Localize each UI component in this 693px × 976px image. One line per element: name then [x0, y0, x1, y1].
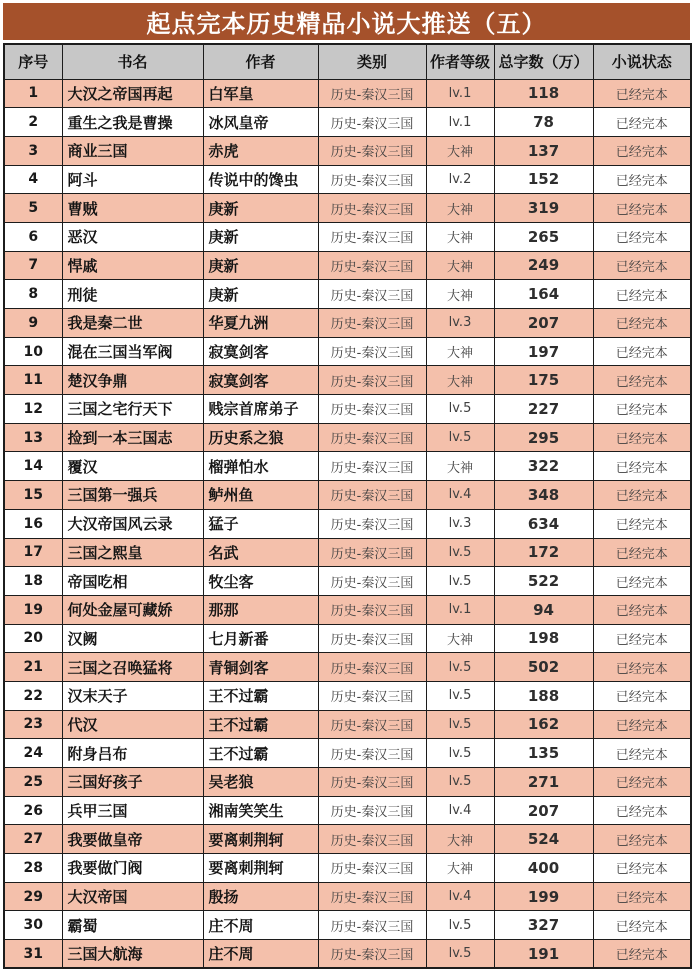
cell-category: 历史-秦汉三国: [318, 194, 426, 223]
table-row: [4, 280, 691, 309]
cell-title: 三国之宅行天下: [62, 395, 203, 424]
cell-status: 已经完本: [593, 825, 691, 854]
cell-words: 502: [494, 653, 593, 682]
table-row: [4, 79, 691, 108]
cell-category: 历史-秦汉三国: [318, 452, 426, 481]
cell-category: 历史-秦汉三国: [318, 796, 426, 825]
cell-index: 10: [4, 337, 62, 366]
cell-status: 已经完本: [593, 136, 691, 165]
cell-author: 华夏九洲: [203, 309, 318, 338]
cell-author: 贱宗首席弟子: [203, 395, 318, 424]
table-row: [4, 681, 691, 710]
cell-index: 23: [4, 710, 62, 739]
cell-title: 大汉之帝国再起: [62, 79, 203, 108]
cell-words: 162: [494, 710, 593, 739]
cell-title: 我要做门阀: [62, 854, 203, 883]
cell-words: 207: [494, 796, 593, 825]
cell-title: 大汉帝国风云录: [62, 509, 203, 538]
cell-level: lv.1: [426, 79, 494, 108]
header-cell-title: 书名: [62, 44, 203, 79]
cell-author: 冰风皇帝: [203, 108, 318, 137]
cell-status: 已经完本: [593, 452, 691, 481]
cell-title: 霸蜀: [62, 911, 203, 940]
cell-author: 庄不周: [203, 940, 318, 969]
cell-level: lv.4: [426, 882, 494, 911]
cell-category: 历史-秦汉三国: [318, 624, 426, 653]
cell-index: 31: [4, 940, 62, 969]
table-row: [4, 595, 691, 624]
cell-words: 249: [494, 251, 593, 280]
cell-index: 5: [4, 194, 62, 223]
table-row: [4, 452, 691, 481]
cell-level: 大神: [426, 251, 494, 280]
cell-index: 3: [4, 136, 62, 165]
table-row: [4, 222, 691, 251]
cell-category: 历史-秦汉三国: [318, 423, 426, 452]
cell-category: 历史-秦汉三国: [318, 509, 426, 538]
cell-status: 已经完本: [593, 423, 691, 452]
cell-author: 王不过霸: [203, 681, 318, 710]
cell-author: 殷扬: [203, 882, 318, 911]
cell-title: 阿斗: [62, 165, 203, 194]
cell-author: 湘南笑笑生: [203, 796, 318, 825]
cell-author: 白军皇: [203, 79, 318, 108]
cell-words: 198: [494, 624, 593, 653]
cell-index: 19: [4, 595, 62, 624]
cell-author: 猛子: [203, 509, 318, 538]
cell-words: 94: [494, 595, 593, 624]
cell-words: 175: [494, 366, 593, 395]
table-row: [4, 251, 691, 280]
table-row: [4, 366, 691, 395]
header-cell-level: 作者等级: [426, 44, 494, 79]
cell-words: 271: [494, 768, 593, 797]
cell-title: 曹贼: [62, 194, 203, 223]
cell-category: 历史-秦汉三国: [318, 681, 426, 710]
cell-index: 12: [4, 395, 62, 424]
table-row: [4, 710, 691, 739]
cell-title: 三国好孩子: [62, 768, 203, 797]
cell-index: 13: [4, 423, 62, 452]
cell-index: 9: [4, 309, 62, 338]
table-row: [4, 940, 691, 969]
cell-index: 14: [4, 452, 62, 481]
cell-level: 大神: [426, 280, 494, 309]
cell-category: 历史-秦汉三国: [318, 366, 426, 395]
table-row: [4, 796, 691, 825]
cell-status: 已经完本: [593, 509, 691, 538]
table-row: [4, 108, 691, 137]
cell-author: 王不过霸: [203, 739, 318, 768]
cell-title: 商业三国: [62, 136, 203, 165]
cell-level: 大神: [426, 366, 494, 395]
table-row: [4, 624, 691, 653]
cell-index: 6: [4, 222, 62, 251]
cell-words: 199: [494, 882, 593, 911]
cell-level: lv.5: [426, 423, 494, 452]
cell-index: 21: [4, 653, 62, 682]
cell-words: 188: [494, 681, 593, 710]
cell-category: 历史-秦汉三国: [318, 309, 426, 338]
cell-status: 已经完本: [593, 882, 691, 911]
cell-level: 大神: [426, 825, 494, 854]
cell-author: 那那: [203, 595, 318, 624]
cell-status: 已经完本: [593, 337, 691, 366]
cell-category: 历史-秦汉三国: [318, 337, 426, 366]
table-row: [4, 136, 691, 165]
cell-index: 24: [4, 739, 62, 768]
cell-status: 已经完本: [593, 395, 691, 424]
cell-words: 197: [494, 337, 593, 366]
cell-index: 2: [4, 108, 62, 137]
cell-title: 汉阙: [62, 624, 203, 653]
table-body: [4, 79, 691, 968]
cell-index: 7: [4, 251, 62, 280]
cell-author: 要离刺荆轲: [203, 854, 318, 883]
cell-title: 帝国吃相: [62, 567, 203, 596]
table-row: [4, 337, 691, 366]
cell-category: 历史-秦汉三国: [318, 251, 426, 280]
cell-title: 何处金屋可藏娇: [62, 595, 203, 624]
table-row: [4, 739, 691, 768]
cell-words: 327: [494, 911, 593, 940]
cell-status: 已经完本: [593, 309, 691, 338]
table-row: [4, 538, 691, 567]
cell-title: 覆汉: [62, 452, 203, 481]
cell-category: 历史-秦汉三国: [318, 911, 426, 940]
cell-title: 代汉: [62, 710, 203, 739]
cell-author: 鲈州鱼: [203, 481, 318, 510]
cell-category: 历史-秦汉三国: [318, 108, 426, 137]
cell-words: 400: [494, 854, 593, 883]
cell-title: 三国之召唤猛将: [62, 653, 203, 682]
cell-status: 已经完本: [593, 280, 691, 309]
cell-status: 已经完本: [593, 79, 691, 108]
cell-level: 大神: [426, 854, 494, 883]
cell-author: 庚新: [203, 251, 318, 280]
cell-title: 三国大航海: [62, 940, 203, 969]
cell-index: 20: [4, 624, 62, 653]
cell-title: 附身吕布: [62, 739, 203, 768]
cell-level: lv.5: [426, 567, 494, 596]
cell-level: 大神: [426, 624, 494, 653]
cell-category: 历史-秦汉三国: [318, 222, 426, 251]
cell-status: 已经完本: [593, 624, 691, 653]
cell-status: 已经完本: [593, 481, 691, 510]
cell-index: 4: [4, 165, 62, 194]
cell-level: lv.5: [426, 739, 494, 768]
table-row: [4, 882, 691, 911]
cell-category: 历史-秦汉三国: [318, 538, 426, 567]
cell-index: 1: [4, 79, 62, 108]
cell-index: 30: [4, 911, 62, 940]
cell-title: 混在三国当军阀: [62, 337, 203, 366]
cell-level: 大神: [426, 337, 494, 366]
cell-category: 历史-秦汉三国: [318, 710, 426, 739]
cell-title: 刑徒: [62, 280, 203, 309]
cell-author: 传说中的馋虫: [203, 165, 318, 194]
cell-title: 恶汉: [62, 222, 203, 251]
cell-words: 152: [494, 165, 593, 194]
cell-author: 赤虎: [203, 136, 318, 165]
header-cell-index: 序号: [4, 44, 62, 79]
cell-author: 榴弹怕水: [203, 452, 318, 481]
cell-index: 22: [4, 681, 62, 710]
cell-level: lv.3: [426, 509, 494, 538]
cell-status: 已经完本: [593, 653, 691, 682]
cell-level: lv.4: [426, 481, 494, 510]
cell-category: 历史-秦汉三国: [318, 739, 426, 768]
table-row: [4, 423, 691, 452]
novels-table: [3, 43, 692, 969]
cell-status: 已经完本: [593, 165, 691, 194]
cell-status: 已经完本: [593, 768, 691, 797]
cell-title: 重生之我是曹操: [62, 108, 203, 137]
cell-status: 已经完本: [593, 796, 691, 825]
cell-index: 18: [4, 567, 62, 596]
cell-status: 已经完本: [593, 595, 691, 624]
cell-category: 历史-秦汉三国: [318, 165, 426, 194]
cell-level: lv.5: [426, 911, 494, 940]
cell-level: lv.5: [426, 768, 494, 797]
cell-level: lv.5: [426, 538, 494, 567]
cell-status: 已经完本: [593, 108, 691, 137]
cell-words: 522: [494, 567, 593, 596]
table-row: [4, 825, 691, 854]
cell-author: 寂寞剑客: [203, 337, 318, 366]
cell-category: 历史-秦汉三国: [318, 481, 426, 510]
cell-level: lv.5: [426, 940, 494, 969]
cell-level: lv.1: [426, 595, 494, 624]
cell-words: 348: [494, 481, 593, 510]
cell-level: 大神: [426, 136, 494, 165]
cell-author: 要离刺荆轲: [203, 825, 318, 854]
cell-author: 庄不周: [203, 911, 318, 940]
cell-index: 29: [4, 882, 62, 911]
cell-category: 历史-秦汉三国: [318, 882, 426, 911]
cell-words: 118: [494, 79, 593, 108]
cell-category: 历史-秦汉三国: [318, 940, 426, 969]
cell-title: 大汉帝国: [62, 882, 203, 911]
cell-title: 悍戚: [62, 251, 203, 280]
cell-index: 17: [4, 538, 62, 567]
cell-author: 牧尘客: [203, 567, 318, 596]
cell-category: 历史-秦汉三国: [318, 79, 426, 108]
cell-level: lv.3: [426, 309, 494, 338]
cell-category: 历史-秦汉三国: [318, 825, 426, 854]
cell-words: 265: [494, 222, 593, 251]
cell-words: 137: [494, 136, 593, 165]
cell-category: 历史-秦汉三国: [318, 595, 426, 624]
cell-status: 已经完本: [593, 710, 691, 739]
cell-words: 191: [494, 940, 593, 969]
table-row: [4, 509, 691, 538]
cell-index: 25: [4, 768, 62, 797]
table-row: [4, 309, 691, 338]
cell-status: 已经完本: [593, 681, 691, 710]
table-row: [4, 567, 691, 596]
table-row: [4, 911, 691, 940]
cell-words: 524: [494, 825, 593, 854]
cell-index: 28: [4, 854, 62, 883]
header-cell-category: 类别: [318, 44, 426, 79]
cell-level: lv.5: [426, 395, 494, 424]
cell-title: 汉末天子: [62, 681, 203, 710]
cell-words: 322: [494, 452, 593, 481]
cell-index: 15: [4, 481, 62, 510]
cell-status: 已经完本: [593, 854, 691, 883]
cell-author: 王不过霸: [203, 710, 318, 739]
header-row: [4, 44, 691, 79]
cell-author: 历史系之狼: [203, 423, 318, 452]
cell-category: 历史-秦汉三国: [318, 280, 426, 309]
cell-status: 已经完本: [593, 940, 691, 969]
cell-words: 135: [494, 739, 593, 768]
cell-status: 已经完本: [593, 567, 691, 596]
cell-category: 历史-秦汉三国: [318, 854, 426, 883]
cell-words: 207: [494, 309, 593, 338]
cell-title: 我是秦二世: [62, 309, 203, 338]
cell-level: lv.5: [426, 710, 494, 739]
cell-category: 历史-秦汉三国: [318, 395, 426, 424]
cell-level: lv.5: [426, 681, 494, 710]
page-title: 起点完本历史精品小说大推送（五）: [3, 3, 690, 40]
cell-category: 历史-秦汉三国: [318, 567, 426, 596]
cell-status: 已经完本: [593, 222, 691, 251]
cell-status: 已经完本: [593, 739, 691, 768]
table-row: [4, 768, 691, 797]
cell-words: 319: [494, 194, 593, 223]
cell-words: 78: [494, 108, 593, 137]
cell-title: 兵甲三国: [62, 796, 203, 825]
table-row: [4, 194, 691, 223]
cell-author: 七月新番: [203, 624, 318, 653]
cell-level: 大神: [426, 452, 494, 481]
table-row: [4, 395, 691, 424]
cell-author: 庚新: [203, 194, 318, 223]
table-row: [4, 854, 691, 883]
cell-title: 楚汉争鼎: [62, 366, 203, 395]
cell-status: 已经完本: [593, 194, 691, 223]
cell-level: 大神: [426, 222, 494, 251]
cell-index: 27: [4, 825, 62, 854]
cell-level: 大神: [426, 194, 494, 223]
table-row: [4, 165, 691, 194]
cell-category: 历史-秦汉三国: [318, 653, 426, 682]
cell-title: 我要做皇帝: [62, 825, 203, 854]
cell-index: 26: [4, 796, 62, 825]
cell-index: 16: [4, 509, 62, 538]
cell-category: 历史-秦汉三国: [318, 768, 426, 797]
cell-level: lv.5: [426, 653, 494, 682]
cell-category: 历史-秦汉三国: [318, 136, 426, 165]
cell-index: 8: [4, 280, 62, 309]
cell-index: 11: [4, 366, 62, 395]
cell-title: 捡到一本三国志: [62, 423, 203, 452]
cell-status: 已经完本: [593, 911, 691, 940]
table-row: [4, 481, 691, 510]
cell-level: lv.4: [426, 796, 494, 825]
cell-author: 名武: [203, 538, 318, 567]
cell-title: 三国第一强兵: [62, 481, 203, 510]
cell-status: 已经完本: [593, 366, 691, 395]
cell-level: lv.1: [426, 108, 494, 137]
cell-status: 已经完本: [593, 251, 691, 280]
cell-author: 吴老狼: [203, 768, 318, 797]
header-cell-author: 作者: [203, 44, 318, 79]
cell-author: 青铜剑客: [203, 653, 318, 682]
header-cell-status: 小说状态: [593, 44, 691, 79]
cell-title: 三国之熙皇: [62, 538, 203, 567]
cell-words: 172: [494, 538, 593, 567]
cell-status: 已经完本: [593, 538, 691, 567]
cell-words: 295: [494, 423, 593, 452]
cell-words: 227: [494, 395, 593, 424]
cell-words: 164: [494, 280, 593, 309]
header-cell-words: 总字数（万）: [494, 44, 593, 79]
cell-author: 庚新: [203, 280, 318, 309]
cell-author: 庚新: [203, 222, 318, 251]
table-row: [4, 653, 691, 682]
cell-author: 寂寞剑客: [203, 366, 318, 395]
cell-words: 634: [494, 509, 593, 538]
cell-level: lv.2: [426, 165, 494, 194]
